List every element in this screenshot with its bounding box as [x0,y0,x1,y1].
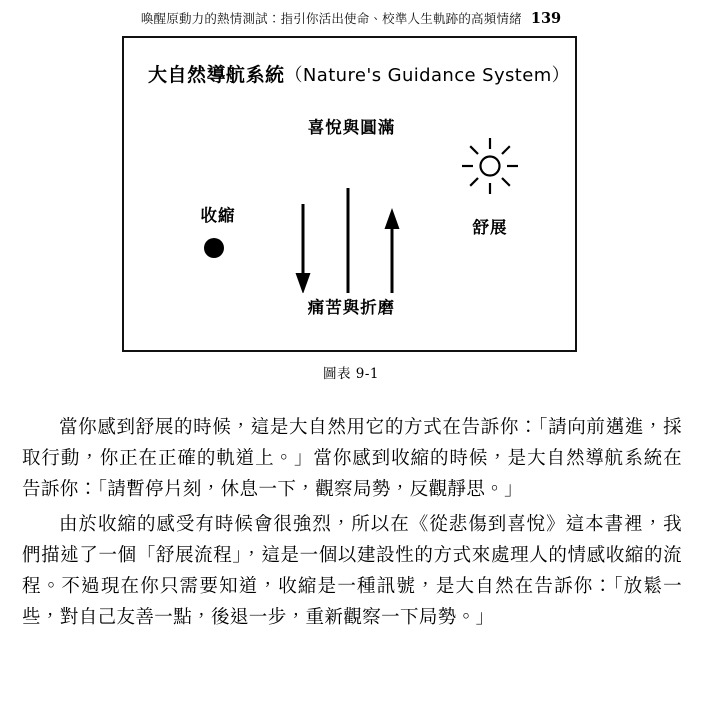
figure-diagram-box [122,36,577,352]
down-arrow-icon [296,204,311,293]
diagram-label-joy: 喜悅與圓滿 [307,118,396,137]
diagram-label-suffering: 痛苦與折磨 [307,298,396,317]
figure-title-english: （Nature's Guidance System） [284,65,571,86]
page-running-header [0,8,702,27]
up-arrow-icon [385,208,400,293]
figure-caption: 圖表 9-1 [322,366,380,382]
filled-circle-icon [204,238,224,258]
diagram-label-expansion: 舒展 [472,218,508,237]
figure-title [148,60,570,87]
paragraph: 由於收縮的感受有時候會很強烈，所以在《從悲傷到喜悅》這本書裡，我們描述了一個「舒展流程」，這是一個以建設性的方式來處理人的情感收縮的流程。不過現在你只需要知道，收縮是一種訊號，是大自然在告訴你：「放鬆一些，對自己友善一點，後退一步，重新觀察一下局勢。」 [22,514,682,628]
body-text [22,412,682,637]
page-number: 139 [530,10,562,27]
figure-title-chinese: 大自然導航系統 [148,64,285,86]
running-header-title: 喚醒原動力的熱情測試：指引你活出使命、校準人生軌跡的高頻情緒 [140,11,522,26]
diagram-label-contraction: 收縮 [200,206,236,225]
sun-icon [460,136,520,196]
paragraph: 當你感到舒展的時候，這是大自然用它的方式在告訴你：「請向前邁進，採取行動，你正在正確的軌道上。」當你感到收縮的時候，是大自然導航系統在告訴你：「請暫停片刻，休息一下，觀察局勢，反觀靜思。」 [22,417,682,500]
diagram-connectors [274,143,414,293]
